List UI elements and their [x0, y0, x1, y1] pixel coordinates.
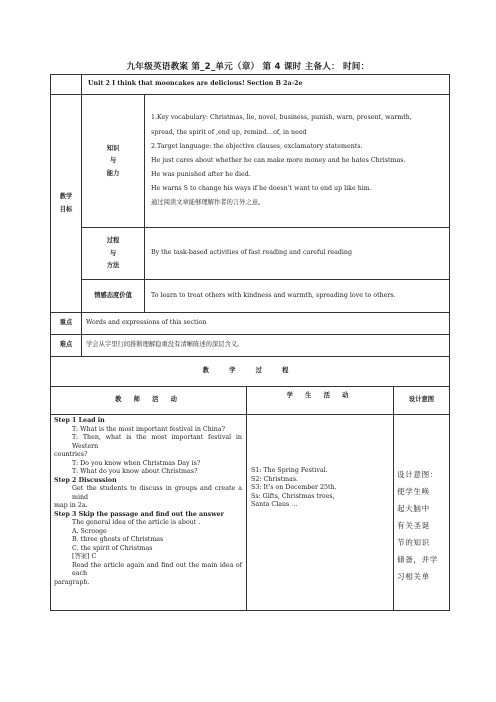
unit-row: [51, 75, 450, 95]
teacher-line: Read the article again and find out the main idea of each: [72, 561, 242, 577]
objective-line: 1.Key vocabulary: Christmas, lie, novel, business, punish, warn, present, warmth,: [151, 114, 412, 122]
teacher-line: map in 2a.: [54, 502, 88, 509]
step-heading: Step 2 Discussion: [54, 476, 117, 484]
teacher-line: T: What do you know about Christmas?: [72, 468, 198, 475]
student-activity-header: 学 生 活 动: [247, 387, 394, 415]
design-line: 有关圣诞: [397, 520, 430, 530]
emotion-label: 情感态度价值: [82, 280, 145, 313]
emotion-text: To learn to treat others with kindness and warmth, spreading love to others.: [145, 280, 450, 313]
process-header-row: [51, 357, 450, 387]
answer-option: C. the spirit of Christmas: [72, 544, 153, 552]
student-line: Ss: Gifts, Christmas trees,: [251, 492, 335, 500]
student-line: S1: The Spring Festival.: [251, 467, 328, 474]
objective-line: He was punished after he died.: [151, 170, 251, 178]
step-heading: Step 3 Skip the passage and find out the answer: [54, 510, 224, 518]
objective-line: He just cares about whether he can make more money and he hates Christmas.: [151, 156, 406, 164]
step-heading: Step 1 Lead in: [54, 417, 105, 424]
activity-row: [51, 415, 450, 611]
unit-label-cell: [51, 75, 82, 95]
knowledge-row: [51, 95, 450, 228]
process-method-text: By the task-based activities of fast reading and careful reading: [145, 228, 450, 280]
design-line: 习相关单: [397, 571, 430, 581]
student-line: S2: Christmas.: [251, 475, 299, 483]
objective-line: spread, the spirit of ,end up, remind…of, in need: [151, 128, 307, 136]
page-title: 九年级英语教案 第_2_单元（章） 第 4 课时 主备人： 时间：: [126, 62, 370, 72]
key-points-label: 重点: [51, 313, 82, 335]
teacher-line: T: What is the most important festival in China?: [72, 425, 225, 433]
student-line: S3: It's on December 25th.: [251, 484, 337, 491]
answer-option: A. Scrooge: [72, 527, 107, 535]
design-intent: [394, 415, 450, 611]
column-header-row: [51, 387, 450, 415]
student-activities: [247, 415, 394, 611]
design-line: 储备，并学: [397, 554, 438, 564]
unit-title: Unit 2 I think that mooncakes are delicious! Section B 2a-2e: [82, 75, 450, 95]
design-line: 起大脑中: [397, 503, 430, 513]
teacher-activity-header: 教 师 活 动: [51, 387, 247, 415]
answer-key: [答案] C: [72, 553, 97, 560]
design-line: 使学生唤: [397, 486, 430, 496]
process-method-label: 过程 与 方法: [82, 228, 145, 280]
design-line: 节的知识: [397, 537, 430, 547]
difficult-points-row: [51, 335, 450, 357]
emotion-row: [51, 280, 450, 313]
process-header: 教 学 过 程: [51, 357, 450, 387]
key-points-text: Words and expressions of this section: [82, 313, 450, 335]
answer-option: B. three ghosts of Christmas: [72, 536, 164, 543]
teacher-line: Get the students to discuss in groups and create a mind: [72, 485, 242, 501]
objective-line: 2.Target language: the objective clauses, exclamatory statements.: [151, 142, 363, 150]
teacher-activities: [51, 415, 247, 611]
process-method-row: [51, 228, 450, 280]
teacher-line: paragraph.: [54, 578, 90, 586]
key-points-row: [51, 313, 450, 335]
design-line: 设计意图：: [397, 470, 438, 479]
teacher-line: countries?: [54, 451, 88, 458]
teacher-line: The general idea of the article is about .: [72, 519, 201, 526]
objectives-label: 教学 目标: [51, 95, 82, 313]
student-line: Santa Claus …: [251, 501, 298, 508]
teacher-line: T: Do you know when Christmas Day is?: [72, 459, 201, 467]
knowledge-objectives: [145, 95, 450, 228]
difficult-points-label: 难点: [51, 335, 82, 357]
design-intent-header: 设计意图: [394, 387, 450, 415]
lesson-plan-table: [50, 74, 450, 611]
difficult-points-text: 学会从字里行间推断理解稳重没有清晰陈述的深层含义。: [82, 335, 450, 357]
objective-line: He warns S to change his ways if he doesn’t want to end up like him.: [151, 184, 372, 192]
objective-line: 通过阅读文章能够理解作者的言外之意。: [151, 199, 265, 207]
teacher-line: T: Then, what is the most important festival in Western: [72, 434, 242, 450]
knowledge-label: 知识 与 能力: [82, 95, 145, 228]
